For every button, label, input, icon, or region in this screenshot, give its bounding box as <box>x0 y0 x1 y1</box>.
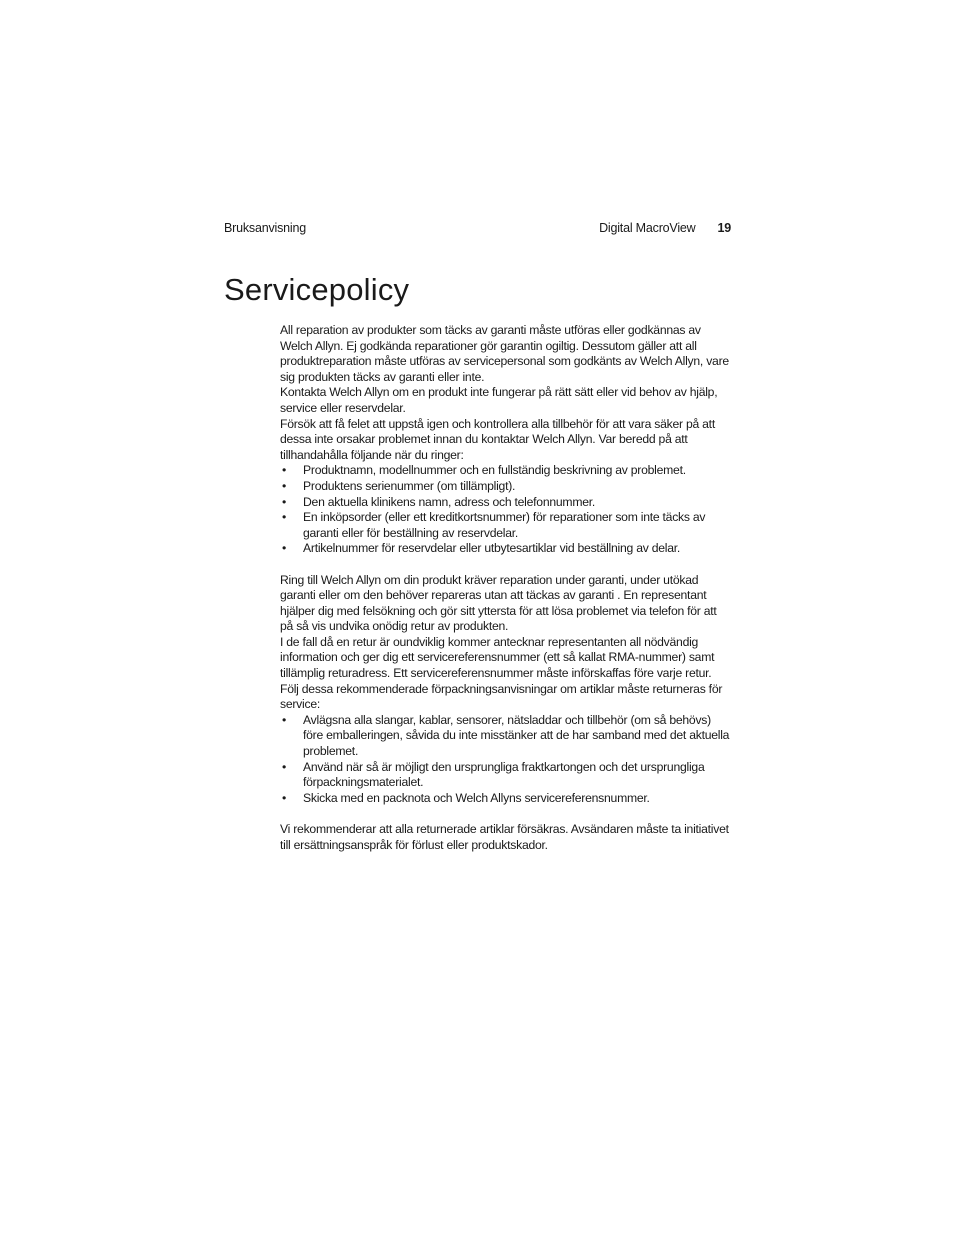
list-item: • Artikelnummer för reservdelar eller utbytesartiklar vid beställning av delar. <box>280 541 732 557</box>
paragraph-warranty-repairs: All reparation av produkter som täcks av garanti måste utföras eller godkännas av Welch Allyn. Ej godkända reparationer gör garantin ogiltig. Dessutom gäller att all produktreparation måste utföras av servicepersonal som godkänts av Welch Allyn, vare sig produkten täcks av garanti eller inte. <box>280 323 729 384</box>
packing-list <box>280 713 732 807</box>
page-title: Servicepolicy <box>224 272 410 307</box>
list-item: • Använd när så är möjligt den ursprungliga fraktkartongen och det ursprungliga förpackningsmaterialet. <box>280 760 732 791</box>
header-manual-label: Bruksanvisning <box>224 221 306 235</box>
list-item: • Avlägsna alla slangar, kablar, sensorer, nätsladdar och tillbehör (om så behövs) före emballeringen, såvida du inte misstänker att de har samband med det aktuella problemet. <box>280 713 732 760</box>
paragraph-call-welch-allyn: Ring till Welch Allyn om din produkt kräver reparation under garanti, under utökad garanti eller om den behöver repareras utan att täckas av garanti . En representant hjälper dig med felsökning och gör sitt yttersta för att lösa problemet via telefon för att på så vis undvika onödig retur av produkten. <box>280 572 717 634</box>
header-product-name: Digital MacroView <box>599 221 696 235</box>
paragraph-spacer <box>280 557 732 573</box>
body-content <box>280 323 732 853</box>
list-item: • Produktens serienummer (om tillämpligt). <box>280 479 732 495</box>
list-item: • En inköpsorder (eller ett kreditkortsnummer) för reparationer som inte täcks av garanti eller för beställning av reservdelar. <box>280 510 732 541</box>
paragraph-packing-instructions: Följ dessa rekommenderade förpackningsanvisningar om artiklar måste returneras för service: <box>280 681 723 712</box>
header-right <box>599 221 731 235</box>
paragraph-spacer <box>280 806 732 822</box>
paragraph-return-rma: I de fall då en retur är oundviklig kommer antecknar representanten all nödvändig information och ger dig ett servicereferensnummer (ett så kallat RMA-nummer) samt tillämplig returadress. Ett servicereferensnummer måste införskaffas före varje retur. <box>280 634 715 681</box>
paragraph-contact: Kontakta Welch Allyn om en produkt inte fungerar på rätt sätt eller vid behov av hjälp, service eller reservdelar. <box>280 385 718 415</box>
page-number: 19 <box>717 221 731 235</box>
paragraph-preparation: Försök att få felet att uppstå igen och kontrollera alla tillbehör för att vara säker på att dessa inte orsakar problemet innan du kontaktar Welch Allyn. Var beredd på att tillhandahålla följande när du ringer: <box>280 416 715 462</box>
list-item: • Den aktuella klinikens namn, adress och telefonnummer. <box>280 495 732 511</box>
page-header <box>224 221 731 239</box>
call-info-list <box>280 463 732 557</box>
list-item: • Produktnamn, modellnummer och en fullständig beskrivning av problemet. <box>280 463 732 479</box>
paragraph-insurance: Vi rekommenderar att alla returnerade artiklar försäkras. Avsändaren måste ta initiativet till ersättningsanspråk för förlust eller produktskador. <box>280 822 729 852</box>
list-item: • Skicka med en packnota och Welch Allyns servicereferensnummer. <box>280 791 732 807</box>
